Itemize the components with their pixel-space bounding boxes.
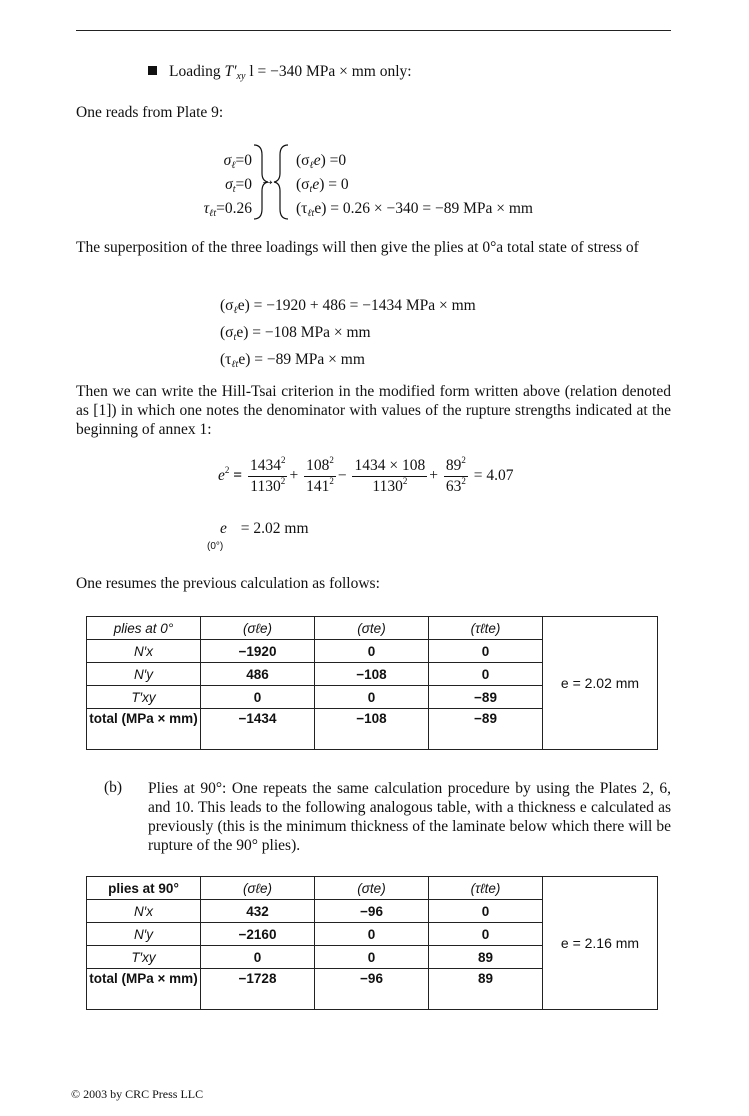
- paragraph-hill-tsai: Then we can write the Hill-Tsai criterion in the modified form written above (relation denoted as [1]) in which one notes the denominator with values of the rupture strengths indicated at the beginning of annex 1:: [76, 383, 671, 438]
- row-label: N′x: [87, 900, 201, 923]
- thickness-cell: e = 2.02 mm: [543, 617, 658, 750]
- table-cell: −108: [315, 709, 429, 750]
- bullet-square-icon: [148, 66, 157, 75]
- item-b-marker: (b): [104, 779, 123, 796]
- row-label: N′x: [87, 640, 201, 663]
- system-right: $(\sigma_\ell e) =0$ $(\sigma_te) = 0$ $(\tau_{\ell t}e) = 0.26 \times -340 = -89$ MPa × mm: [296, 152, 533, 219]
- copyright-footer: © 2003 by CRC Press LLC: [71, 1087, 204, 1101]
- table-cell: −89: [429, 709, 543, 750]
- hill-tsai-equation: $e^2$ = $\frac{1434^2}{1130^2}$ + $\frac{108^2}{141^2}$ − $\frac{1434 \times 108}{1130^2}$ + $\frac{89^2}{63^2}$ = 4.07: [218, 455, 514, 495]
- table-cell: 486: [201, 663, 315, 686]
- table-cell: 0: [315, 640, 429, 663]
- table-plies-0: [86, 616, 658, 750]
- table-cell: −96: [315, 900, 429, 923]
- table-header: plies at 90°: [87, 877, 201, 900]
- thickness-cell: e = 2.16 mm: [543, 877, 658, 1010]
- top-rule: [76, 30, 671, 31]
- row-label: total (MPa × mm): [87, 969, 201, 1010]
- table-cell: 0: [429, 900, 543, 923]
- table-row: [87, 617, 658, 640]
- system-arrow: →: [260, 172, 276, 189]
- table-cell: 0: [429, 640, 543, 663]
- system-left: $\sigma_\ell=0$ $\sigma_t=0$ $\tau_{\ell t}=0.26$: [203, 152, 252, 219]
- table-cell: −1434: [201, 709, 315, 750]
- row-label: total (MPa × mm): [87, 709, 201, 750]
- table-header: (σℓe): [201, 877, 315, 900]
- table-cell: −2160: [201, 923, 315, 946]
- table-row: [87, 877, 658, 900]
- row-label: T′xy: [87, 686, 201, 709]
- stress-state: $(\sigma_\ell e) = -1920 + 486 = -1434$ MPa × mm $(\sigma_te) = -108$ MPa × mm $(\tau_{\ell t}e) = -89$ MPa × mm: [220, 297, 476, 370]
- table-header: (σte): [315, 617, 429, 640]
- paragraph-plies-90: Plies at 90°: One repeats the same calculation procedure by using the Plates 2, 6, and 10. This leads to the following analogous table, with a thickness e calculated as previously (this is the minimum thickness of the laminate below which there will be rupture of the 90° plies).: [148, 780, 671, 854]
- table-cell: 0: [315, 923, 429, 946]
- table-cell: 0: [201, 686, 315, 709]
- thickness-result-0: e = 2.02 mm: [220, 520, 309, 537]
- paragraph-resume: One resumes the previous calculation as follows:: [76, 575, 380, 592]
- table-cell: −1728: [201, 969, 315, 1010]
- paragraph-plate9: One reads from Plate 9:: [76, 104, 224, 121]
- table-header: (σte): [315, 877, 429, 900]
- table-cell: −108: [315, 663, 429, 686]
- table-cell: 0: [429, 923, 543, 946]
- row-label: T′xy: [87, 946, 201, 969]
- paragraph-superposition: The superposition of the three loadings will then give the plies at 0°a total state of stress of: [76, 239, 639, 256]
- table-cell: 0: [201, 946, 315, 969]
- table-header: (τℓte): [429, 617, 543, 640]
- table-cell: −89: [429, 686, 543, 709]
- table-cell: 0: [315, 686, 429, 709]
- loading-bullet: Loading $T'_{xy}$ l = −340 MPa × mm only:: [148, 63, 412, 81]
- thickness-subscript: (0°): [207, 541, 224, 552]
- table-cell: 89: [429, 969, 543, 1010]
- table-header: (τℓte): [429, 877, 543, 900]
- table-cell: 89: [429, 946, 543, 969]
- table-cell: 0: [315, 946, 429, 969]
- table-header: (σℓe): [201, 617, 315, 640]
- row-label: N′y: [87, 663, 201, 686]
- table-cell: 432: [201, 900, 315, 923]
- table-cell: −1920: [201, 640, 315, 663]
- table-plies-90: [86, 876, 658, 1010]
- table-header: plies at 0°: [87, 617, 201, 640]
- table-cell: −96: [315, 969, 429, 1010]
- table-cell: 0: [429, 663, 543, 686]
- row-label: N′y: [87, 923, 201, 946]
